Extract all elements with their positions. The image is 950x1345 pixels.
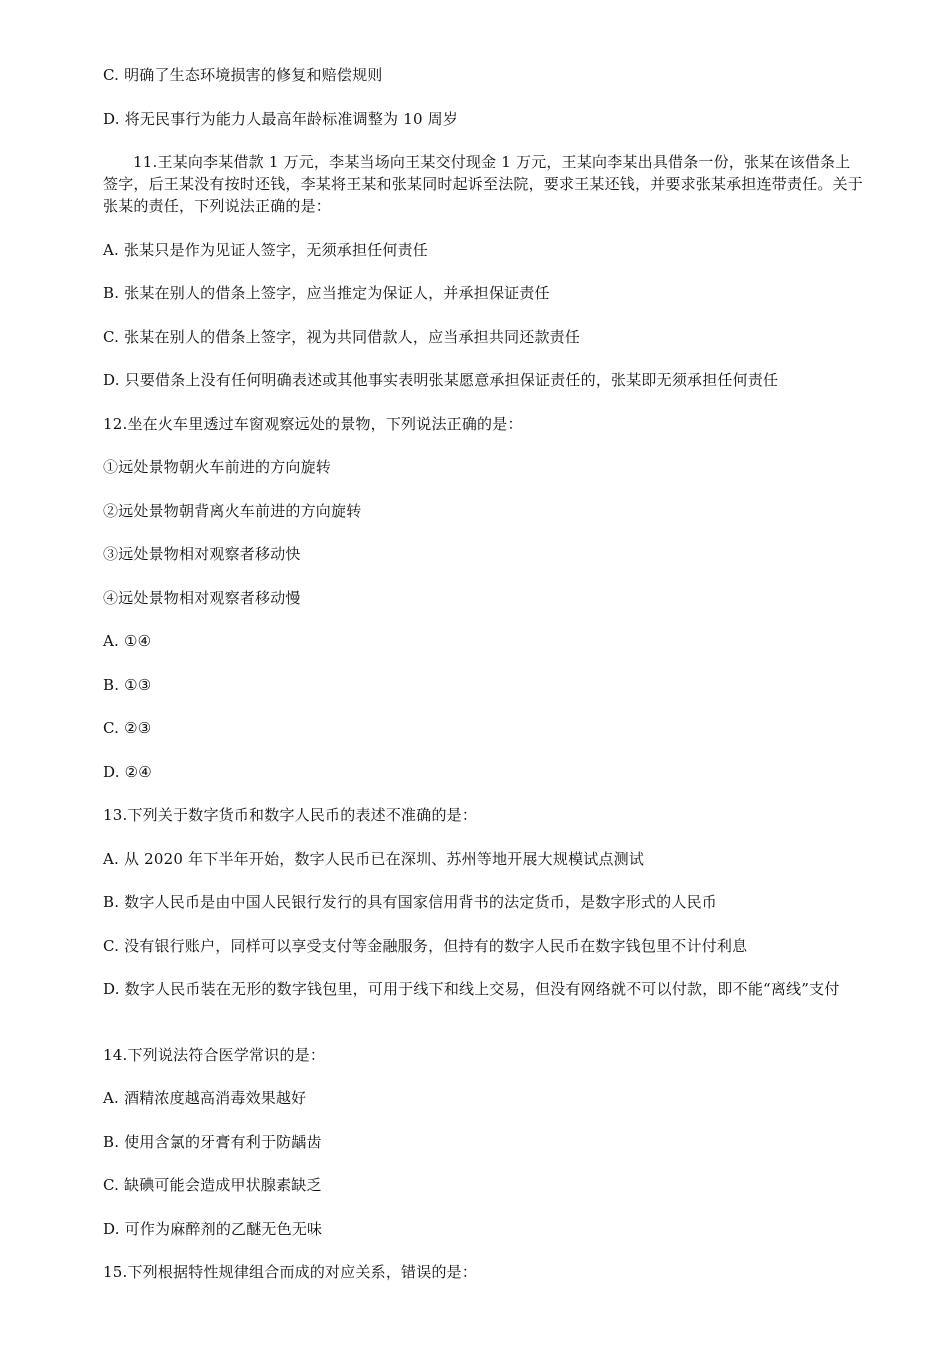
q11-stem: 11.王某向李某借款 1 万元，李某当场向王某交付现金 1 万元，王某向李某出具借条一份，张某在该借条上签字，后王某没有按时还钱，李某将王某和张某同时起诉至法院，要求王某还钱，并要求张某承担连带责任。关于张某的责任，下列说法正确的是： xyxy=(103,153,864,215)
q12-option-d: D. ②④ xyxy=(103,763,152,781)
q13-option-d: D. 数字人民币装在无形的数字钱包里，可用于线下和线上交易，但没有网络就不可以付款，即不能“离线”支付 xyxy=(103,980,840,998)
q12-option-c: C. ②③ xyxy=(103,719,152,737)
q11-option-d: D. 只要借条上没有任何明确表述或其他事实表明张某愿意承担保证责任的，张某即无须承担任何责任 xyxy=(103,371,779,389)
q12-stem: 12.坐在火车里透过车窗观察远处的景物，下列说法正确的是： xyxy=(103,415,523,433)
q10-option-c: C. 明确了生态环境损害的修复和赔偿规则 xyxy=(103,66,383,84)
q14-stem: 14.下列说法符合医学常识的是： xyxy=(103,1046,326,1064)
q12-statement-2: ②远处景物朝背离火车前进的方向旋转 xyxy=(103,502,362,520)
q11-option-c: C. 张某在别人的借条上签字，视为共同借款人，应当承担共同还款责任 xyxy=(103,328,581,346)
q12-statement-1: ①远处景物朝火车前进的方向旋转 xyxy=(103,458,332,476)
q14-option-d: D. 可作为麻醉剂的乙醚无色无味 xyxy=(103,1220,323,1238)
q14-option-a: A. 酒精浓度越高消毒效果越好 xyxy=(103,1089,307,1107)
q12-statement-4: ④远处景物相对观察者移动慢 xyxy=(103,589,301,607)
q14-option-b: B. 使用含氯的牙膏有利于防龋齿 xyxy=(103,1133,322,1151)
q13-option-b: B. 数字人民币是由中国人民银行发行的具有国家信用背书的法定货币，是数字形式的人民币 xyxy=(103,893,717,911)
q13-option-a: A. 从 2020 年下半年开始，数字人民币已在深圳、苏州等地开展大规模试点测试 xyxy=(103,850,645,868)
q13-stem: 13.下列关于数字货币和数字人民币的表述不准确的是： xyxy=(103,806,478,824)
q11-option-b: B. 张某在别人的借条上签字，应当推定为保证人，并承担保证责任 xyxy=(103,284,550,302)
q14-option-c: C. 缺碘可能会造成甲状腺素缺乏 xyxy=(103,1176,322,1194)
q12-statement-3: ③远处景物相对观察者移动快 xyxy=(103,545,301,563)
q11-option-a: A. 张某只是作为见证人签字，无须承担任何责任 xyxy=(103,241,428,259)
q12-option-a: A. ①④ xyxy=(103,632,152,650)
q12-option-b: B. ①③ xyxy=(103,676,152,694)
q15-stem: 15.下列根据特性规律组合而成的对应关系，错误的是： xyxy=(103,1263,478,1281)
q10-option-d: D. 将无民事行为能力人最高年龄标准调整为 10 周岁 xyxy=(103,110,459,128)
q13-option-c: C. 没有银行账户，同样可以享受支付等金融服务，但持有的数字人民币在数字钱包里不计付利息 xyxy=(103,937,748,955)
